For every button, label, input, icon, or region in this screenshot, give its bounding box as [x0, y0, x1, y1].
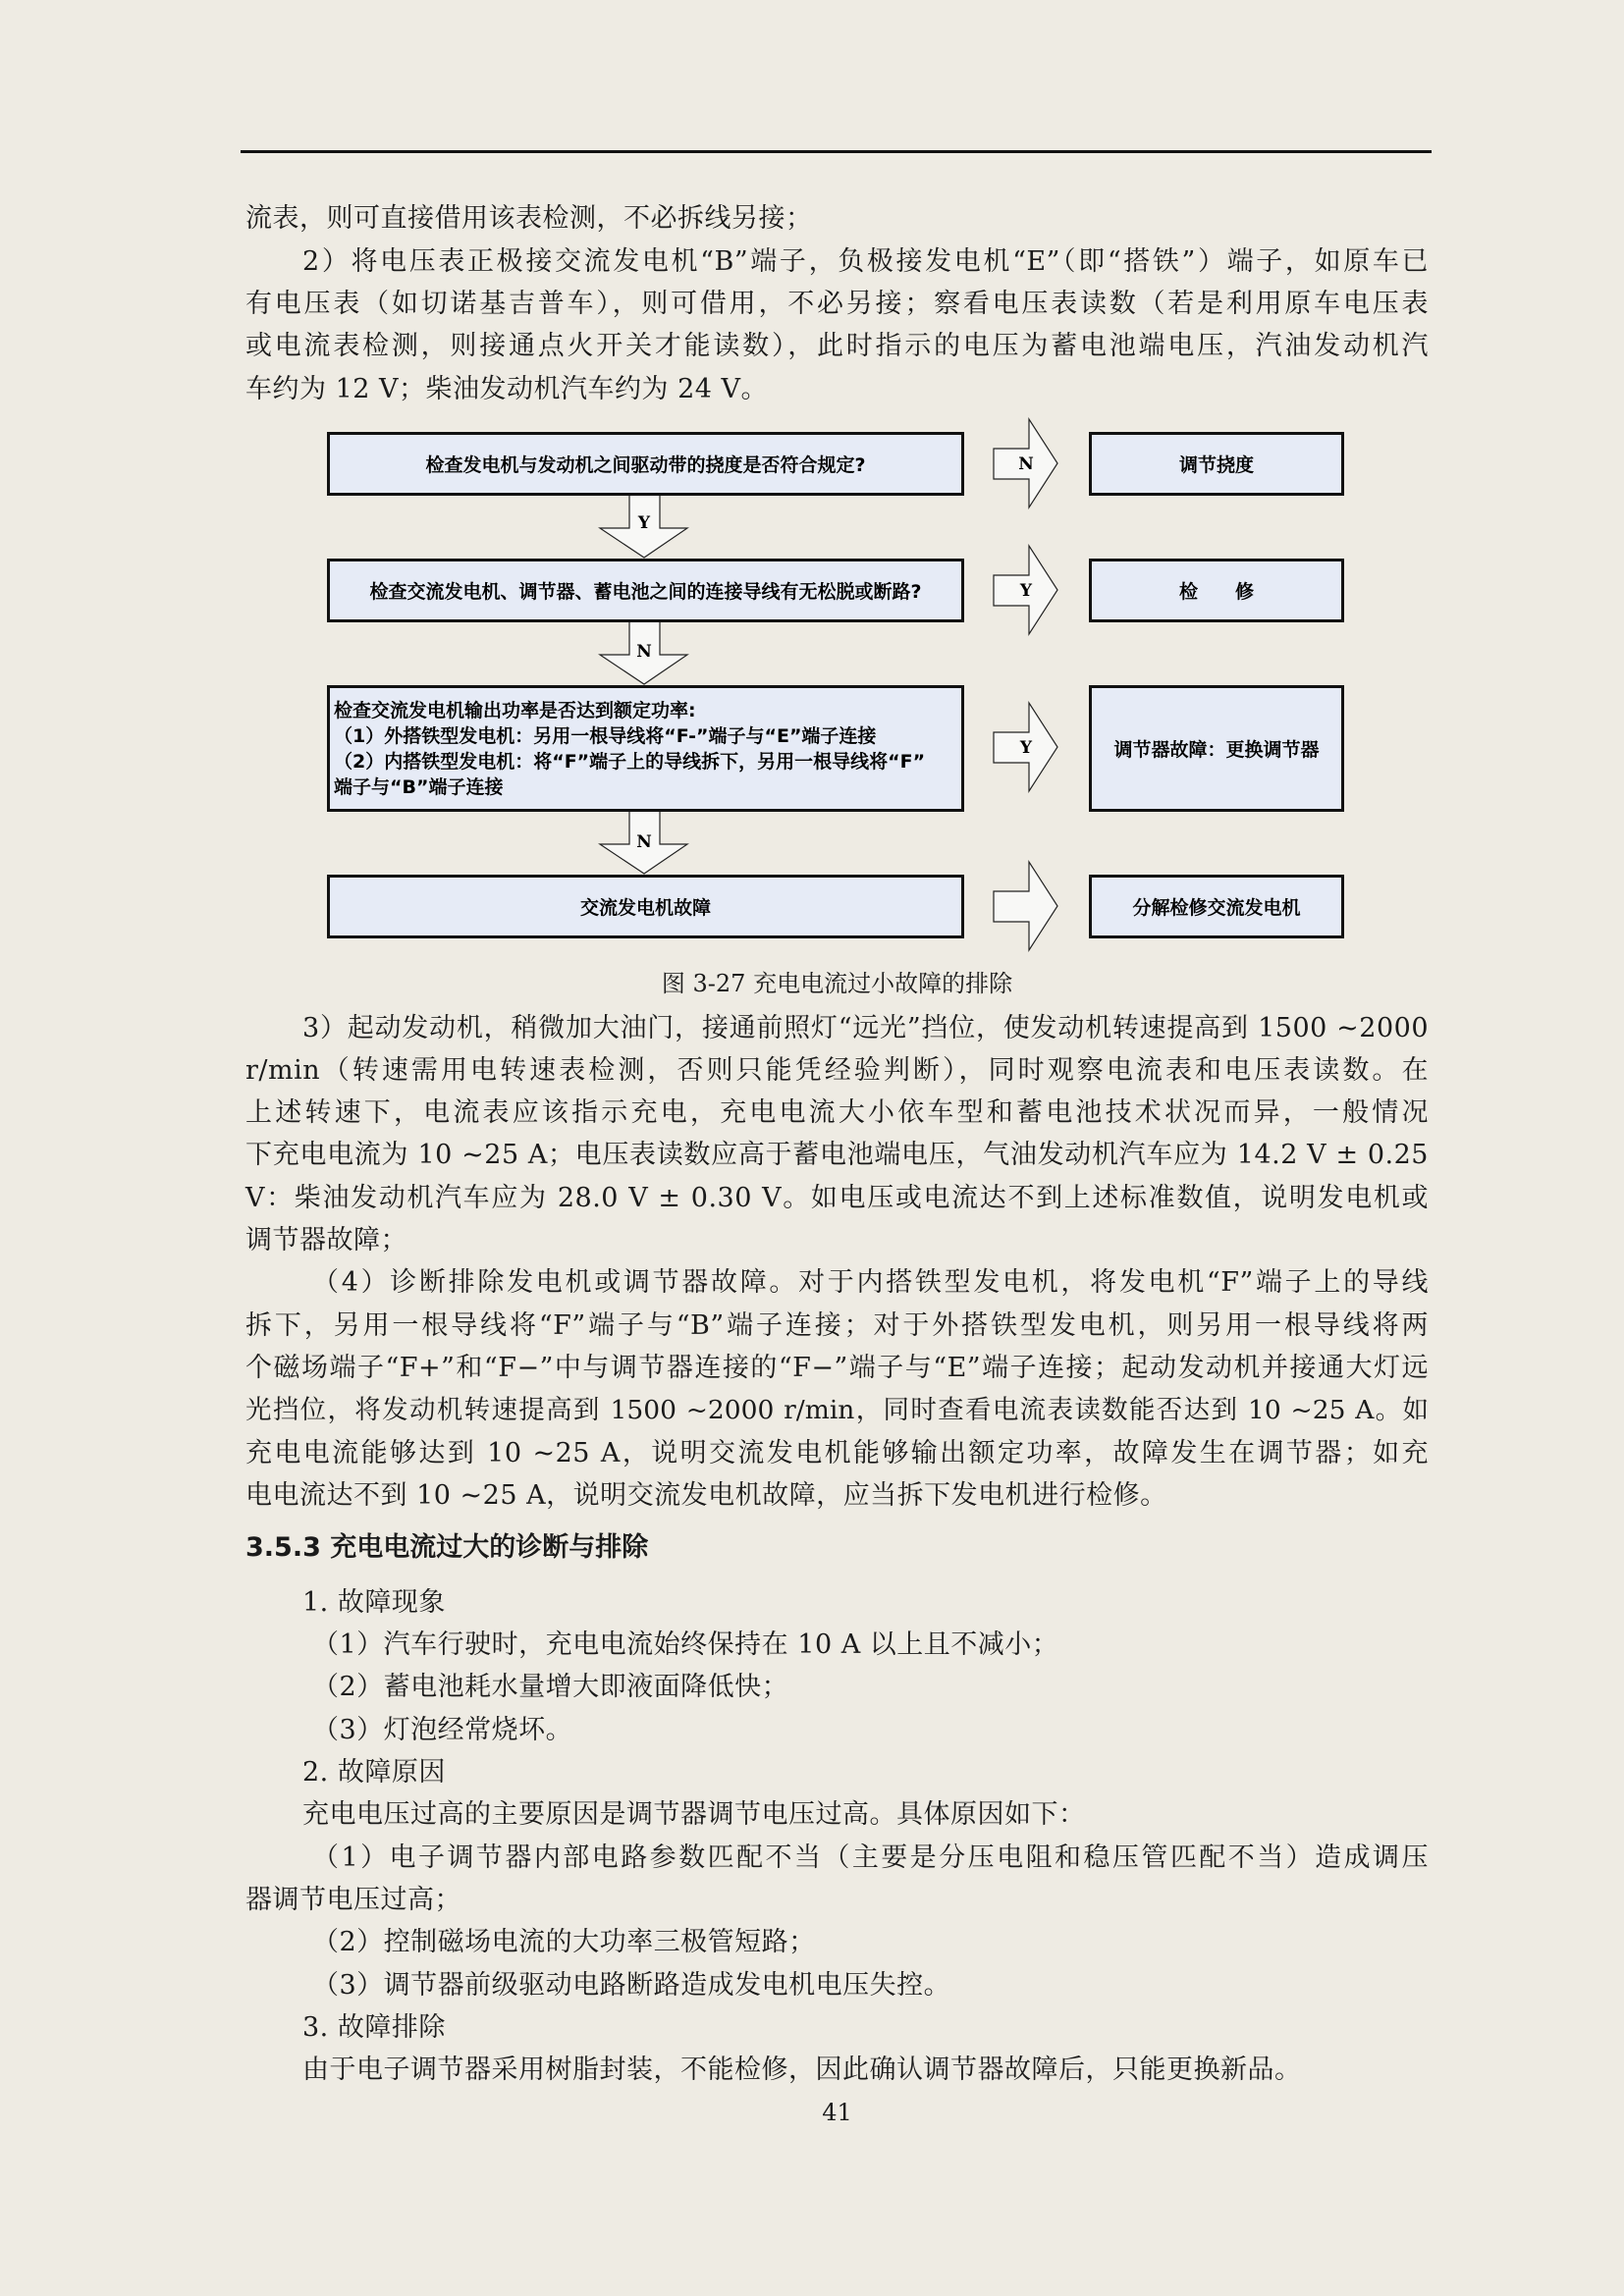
paragraph-line: 个磁场端子“F+”和“F−”中与调节器连接的“F−”端子与“E”端子连接；起动发动机并接通大灯远	[245, 1353, 1429, 1383]
list-item: （1）汽车行驶时，充电电流始终保持在 10 A 以上且不减小；	[312, 1629, 1059, 1660]
paragraph-line: 或电流表检测，则接通点火开关才能读数），此时指示的电压为蓄电池端电压，汽油发动机汽	[245, 331, 1429, 361]
flow-step-text: 交流发电机故障	[579, 897, 711, 919]
flow-step-box	[327, 559, 964, 622]
list-item: （3）灯泡经常烧坏。	[312, 1715, 573, 1745]
arrow-label: Y	[1019, 738, 1033, 758]
right-arrow-icon	[994, 703, 1057, 791]
down-arrow-icon	[600, 621, 687, 684]
list-item: （2）控制磁场电流的大功率三极管短路；	[312, 1927, 816, 1957]
flow-step-text-line: （1）外搭铁型发电机：另用一根导线将“F-”端子与“E”端子连接	[334, 724, 877, 747]
down-arrow-icon	[600, 811, 687, 874]
right-arrow-icon	[994, 546, 1057, 634]
flow-step-box	[327, 685, 964, 812]
arrow-label: N	[1018, 454, 1034, 474]
flow-step-text-line: 端子与“B”端子连接	[334, 775, 504, 798]
figure-caption: 图 3-27 充电电流过小故障的排除	[661, 970, 1013, 997]
paragraph-line: （4）诊断排除发电机或调节器故障。对于内搭铁型发电机，将发电机“F”端子上的导线	[312, 1267, 1429, 1298]
paragraph-line: 拆下，另用一根导线将“F”端子与“B”端子连接；对于外搭铁型发电机，则另用一根导线将两	[245, 1310, 1429, 1341]
paragraph-line: r/min（转速需用电转速表检测，否则只能凭经验判断），同时观察电流表和电压表读数。在	[245, 1055, 1429, 1086]
subsection-heading: 3. 故障排除	[302, 2012, 446, 2043]
paragraph-line: 调节器故障；	[245, 1225, 407, 1255]
down-arrow-icon	[600, 495, 687, 558]
flow-action-box	[1089, 432, 1344, 496]
flow-action-text: 检 修	[1178, 581, 1254, 603]
paragraph-line: 充电电压过高的主要原因是调节器调节电压过高。具体原因如下：	[302, 1799, 1086, 1830]
page-number: 41	[822, 2099, 852, 2126]
paragraph-line: 2）将电压表正极接交流发电机“B”端子，负极接发电机“E”（即“搭铁”）端子，如原车已	[302, 246, 1429, 277]
flow-step-text: 检查交流发电机、调节器、蓄电池之间的连接导线有无松脱或断路?	[369, 581, 922, 603]
flow-step-box	[327, 875, 964, 938]
paragraph-line: 3）起动发动机，稍微加大油门，接通前照灯“远光”挡位，使发动机转速提高到 1500 ~2000	[302, 1013, 1429, 1043]
subsection-heading: 2. 故障原因	[302, 1757, 446, 1788]
list-item: （2）蓄电池耗水量增大即液面降低快；	[312, 1672, 789, 1702]
list-item: （3）调节器前级驱动电路断路造成发电机电压失控。	[312, 1970, 951, 2001]
right-arrow-icon	[994, 862, 1057, 950]
arrow-label: N	[636, 832, 652, 852]
flow-action-text: 调节挠度	[1178, 454, 1254, 476]
flow-action-text: 分解检修交流发电机	[1132, 897, 1301, 919]
flow-step-text-line: （2）内搭铁型发电机：将“F”端子上的导线拆下，另用一根导线将“F”	[334, 750, 926, 773]
paragraph-line: 电电流达不到 10 ~25 A，说明交流发电机故障，应当拆下发电机进行检修。	[245, 1480, 1167, 1511]
paragraph-line: 充电电流能够达到 10 ~25 A，说明交流发电机能够输出额定功率，故障发生在调节器；如充	[245, 1438, 1429, 1468]
flow-action-box	[1089, 559, 1344, 622]
flow-step-text-line: 检查交流发电机输出功率是否达到额定功率:	[334, 699, 696, 721]
paragraph-line: V：柴油发动机汽车应为 28.0 V ± 0.30 V。如电压或电流达不到上述标准数值，说明发电机或	[245, 1183, 1429, 1213]
arrow-label: Y	[1019, 581, 1033, 601]
right-arrow-icon	[994, 419, 1057, 507]
paragraph-line: 车约为 12 V；柴油发动机汽车约为 24 V。	[245, 374, 769, 404]
flow-step-text: 检查发电机与发动机之间驱动带的挠度是否符合规定?	[425, 454, 866, 476]
list-item-continuation: 器调节电压过高；	[245, 1885, 461, 1915]
flow-step-box	[327, 432, 964, 496]
subsection-heading: 1. 故障现象	[302, 1587, 446, 1618]
list-item: （1）电子调节器内部电路参数匹配不当（主要是分压电阻和稳压管匹配不当）造成调压	[312, 1842, 1429, 1873]
flow-action-box	[1089, 685, 1344, 812]
flow-action-text: 调节器故障：更换调节器	[1113, 739, 1320, 761]
flow-action-box	[1089, 875, 1344, 938]
paragraph-line: 下充电电流为 10 ~25 A；电压表读数应高于蓄电池端电压，气油发动机汽车应为 14.2 V ± 0.25	[245, 1140, 1429, 1170]
paragraph-line: 有电压表（如切诺基吉普车），则可借用，不必另接；察看电压表读数（若是利用原车电压表	[245, 289, 1429, 319]
paragraph-line: 流表，则可直接借用该表检测，不必拆线另接；	[245, 203, 813, 234]
arrow-label: Y	[637, 513, 651, 533]
paragraph-line: 光挡位，将发动机转速提高到 1500 ~2000 r/min，同时查看电流表读数能否达到 10 ~25 A。如	[245, 1395, 1429, 1425]
section-heading: 3.5.3 充电电流过大的诊断与排除	[245, 1532, 649, 1563]
paragraph-line: 上述转速下，电流表应该指示充电，充电电流大小依车型和蓄电池技术状况而异，一般情况	[245, 1097, 1429, 1128]
arrow-label: N	[636, 642, 652, 662]
paragraph-line: 由于电子调节器采用树脂封装，不能检修，因此确认调节器故障后，只能更换新品。	[302, 2055, 1302, 2085]
